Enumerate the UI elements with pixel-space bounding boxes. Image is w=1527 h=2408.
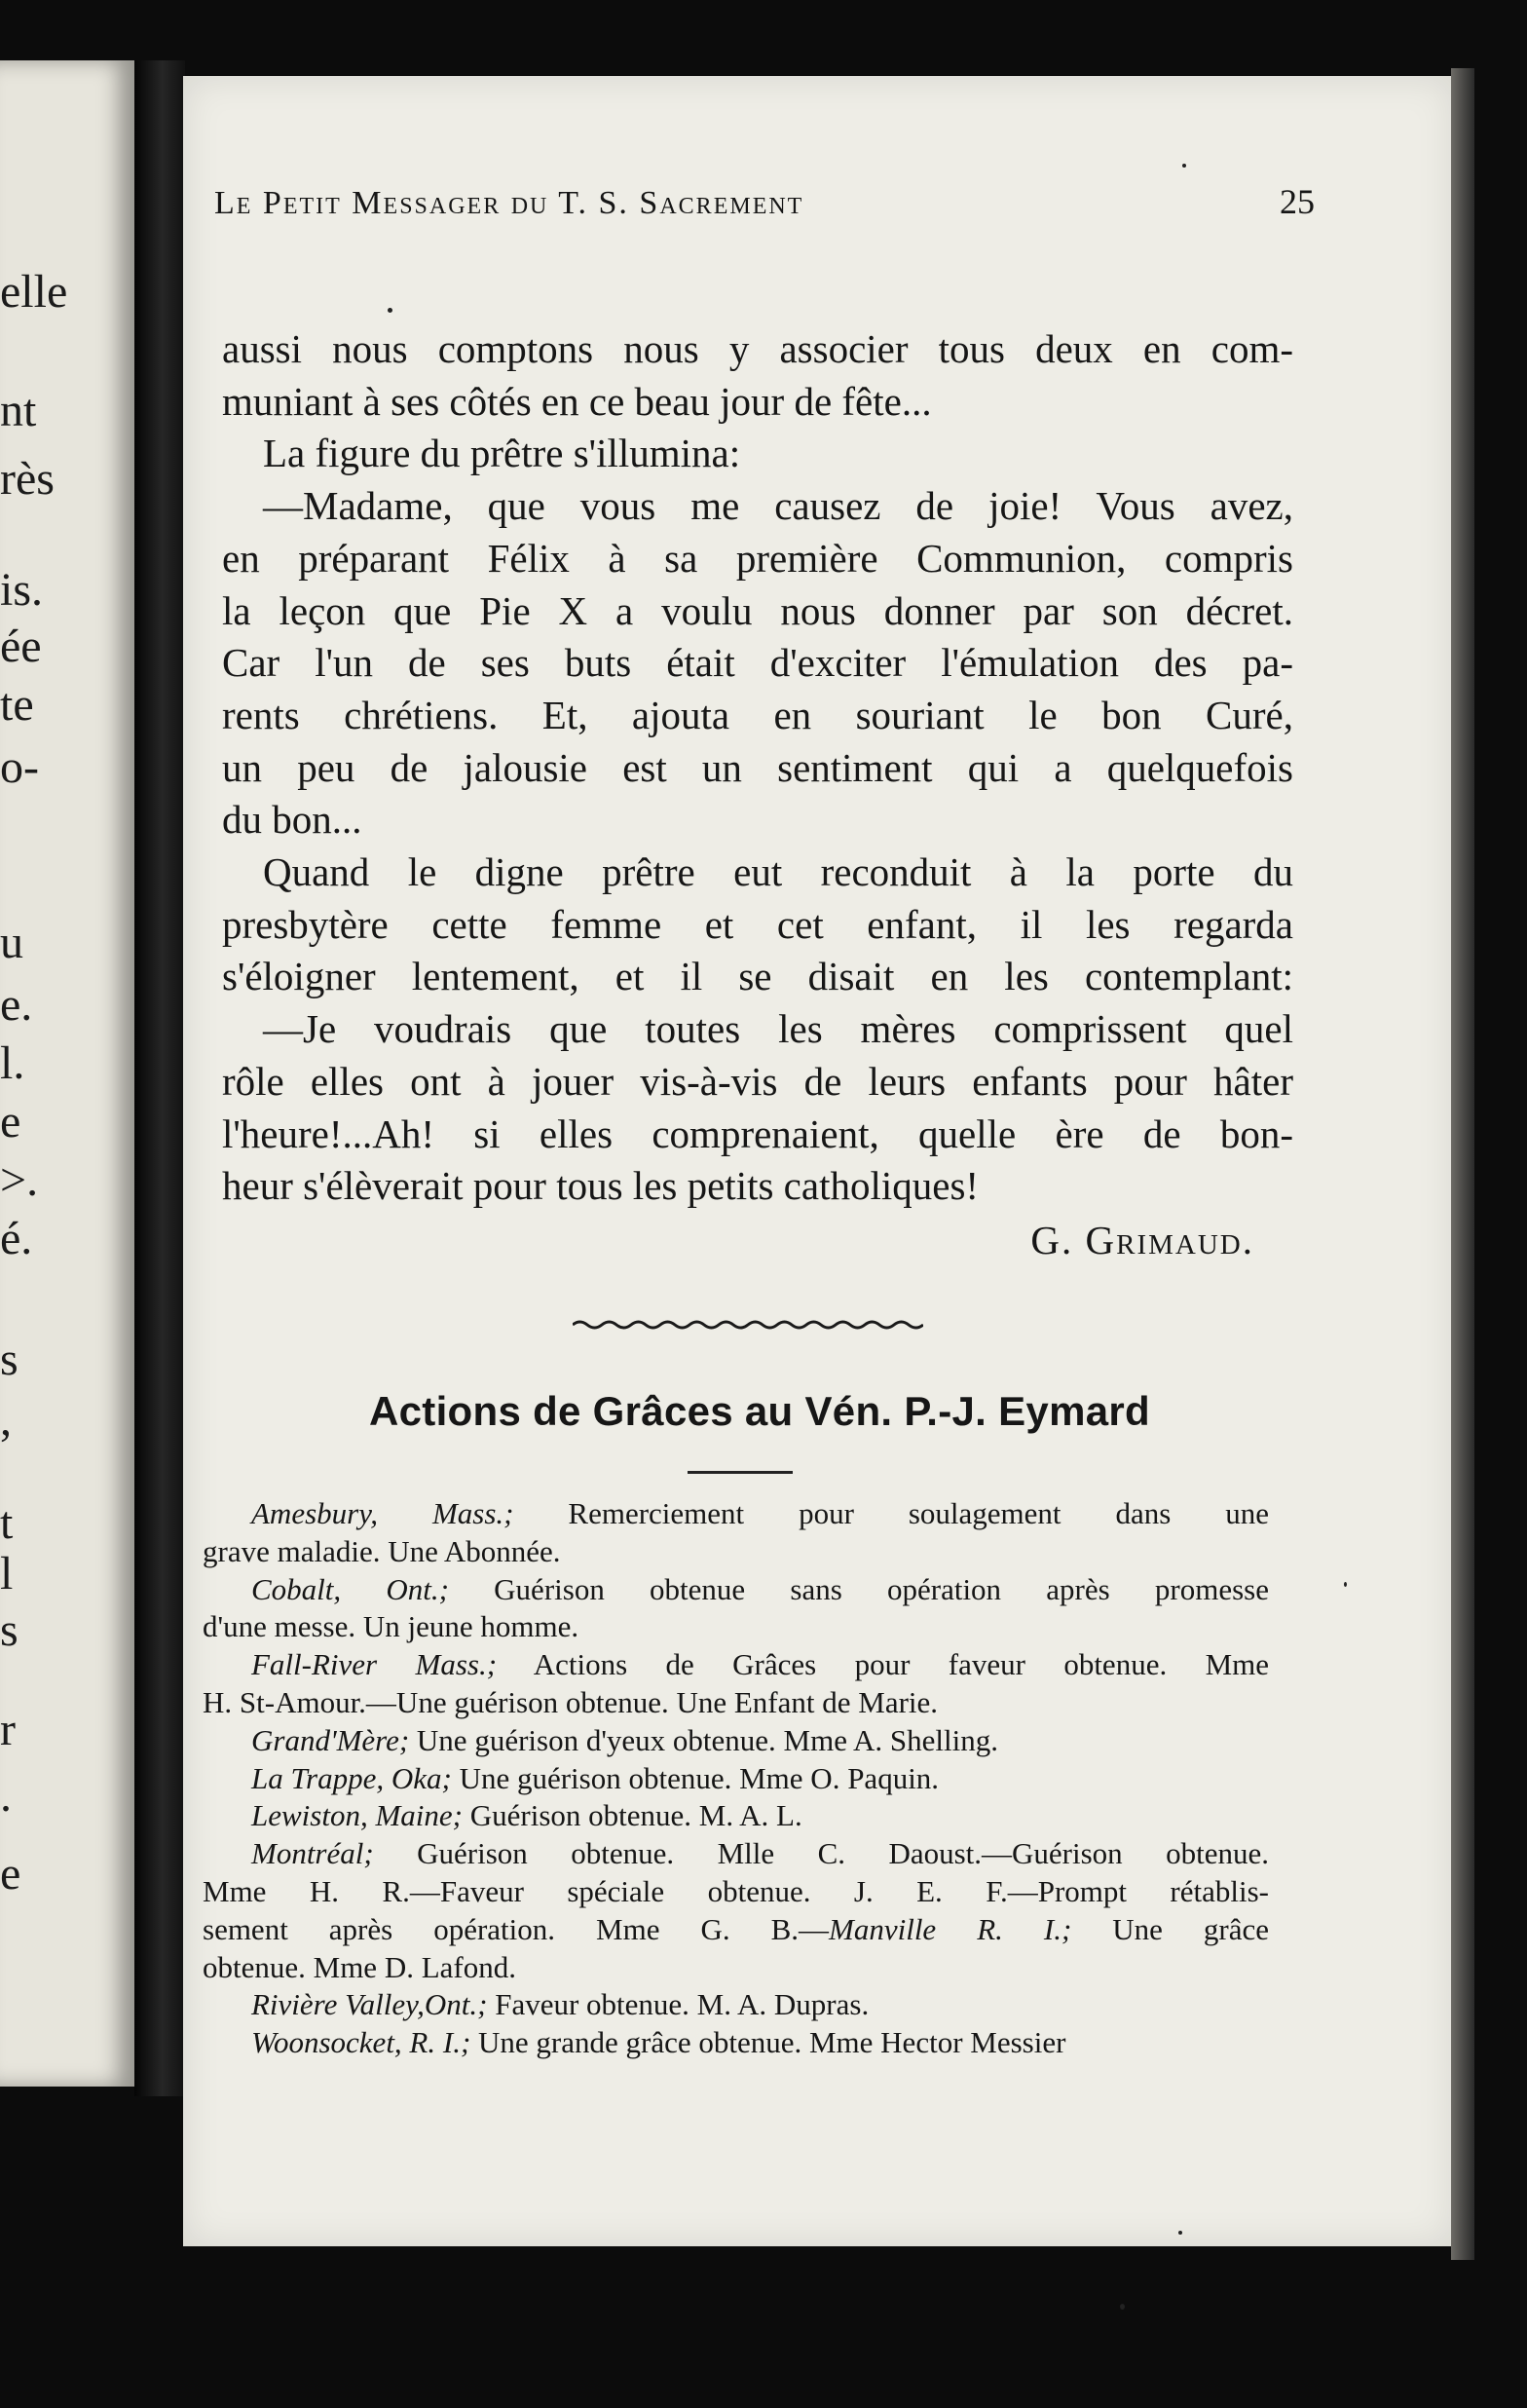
entry-text: H. St-Amour.—Une guérison obtenue. Une Enfant de Marie.: [203, 1684, 939, 1719]
left-page-fragment: é.: [0, 1213, 33, 1264]
entry-text: obtenue. Mme D. Lafond.: [203, 1949, 516, 1984]
entry-text: grave maladie. Une Abonnée.: [203, 1533, 561, 1568]
entry-line: [203, 1684, 1269, 1722]
entry-location: Fall-River Mass.;: [251, 1647, 498, 1682]
left-page-fragment: s: [0, 1334, 19, 1385]
text-line: La figure du prêtre s'illumina:: [263, 431, 741, 476]
entry-text: Une guérison d'yeux obtenue. Mme A. Shelling.: [409, 1722, 999, 1757]
entry-text: Remerciement pour soulagement dans une: [513, 1496, 1269, 1530]
entry-line: [203, 1797, 1269, 1835]
text-line: presbytère cette femme et cet enfant, il les regarda: [222, 901, 1293, 947]
left-page-fragment: >.: [0, 1154, 39, 1206]
entry-text: Faveur obtenue. M. A. Dupras.: [487, 1987, 870, 2022]
left-page-fragment: ée: [0, 621, 42, 672]
thanksgiving-list: [203, 1495, 1269, 2062]
entry-text: Guérison obtenue sans opération après promesse: [448, 1571, 1269, 1606]
text-line: l'heure!...Ah! si elles comprenaient, quelle ère de bon-: [222, 1110, 1293, 1156]
left-page-fragment: l.: [0, 1037, 25, 1089]
left-page-fragment: o-: [0, 741, 39, 793]
text-line: —Madame, que vous me causez de joie! Vous avez,: [263, 483, 1293, 529]
text-line: rents chrétiens. Et, ajouta en souriant le bon Curé,: [222, 692, 1293, 737]
text-line: Quand le digne prêtre eut reconduit à la porte du: [263, 849, 1293, 895]
entry-line: [203, 1835, 1269, 1873]
text-line: la leçon que Pie X a voulu nous donner par son décret.: [222, 587, 1293, 633]
entry-text: Une grande grâce obtenue. Mme Hector Messier: [470, 2025, 1066, 2060]
entry-text: Une guérison obtenue. Mme O. Paquin.: [451, 1760, 940, 1795]
text-line: —Je voudrais que toutes les mères comprissent quel: [263, 1006, 1293, 1052]
left-page-fragment: te: [0, 679, 34, 731]
entry-location: Cobalt, Ont.;: [251, 1571, 449, 1606]
entry-text: d'une messe. Un jeune homme.: [203, 1609, 579, 1644]
entry-text: Guérison obtenue. M. A. L.: [463, 1798, 802, 1833]
short-divider: [688, 1471, 793, 1474]
text-line: aussi nous comptons nous y associer tous deux en com-: [222, 326, 1293, 371]
entry-line: [203, 1608, 1269, 1646]
left-page-fragment: e.: [0, 979, 33, 1031]
text-line: un peu de jalousie est un sentiment qui a quelquefois: [222, 744, 1293, 790]
entry-text: sement après opération. Mme G. B.—: [203, 1911, 830, 1946]
text-line: muniant à ses côtés en ce beau jour de fête...: [222, 378, 932, 424]
left-page-edge: [0, 60, 136, 2087]
text-line: heur s'élèverait pour tous les petits catholiques!: [222, 1163, 980, 1209]
text-line: rôle elles ont à jouer vis-à-vis de leurs enfants pour hâter: [222, 1058, 1293, 1104]
running-title: Le Petit Messager du T. S. Sacrement: [214, 185, 804, 221]
left-page-fragment: u: [0, 917, 23, 968]
left-page-fragment: e: [0, 1848, 21, 1900]
left-page-fragment: rès: [0, 453, 55, 505]
page-edge-shadow: [1451, 68, 1474, 2260]
text-line: Car l'un de ses buts était d'exciter l'émulation des pa-: [222, 640, 1293, 686]
left-page-fragment: ,: [0, 1394, 12, 1446]
entry-line: [203, 1760, 1269, 1798]
entry-line: [203, 1571, 1269, 1609]
left-page-fragment: e: [0, 1096, 21, 1148]
entry-location: Montréal;: [251, 1836, 374, 1871]
left-page-fragment: l: [0, 1548, 14, 1599]
left-page-fragment: is.: [0, 564, 44, 616]
entry-text: Mme H. R.—Faveur spéciale obtenue. J. E. F.—Prompt rétablis-: [203, 1873, 1269, 1908]
entry-location: Woonsocket, R. I.;: [251, 2025, 471, 2060]
running-header: [214, 181, 1315, 222]
article-body: [222, 323, 1293, 1267]
text-line: du bon...: [222, 797, 362, 843]
left-page-fragment: elle: [0, 266, 68, 318]
entry-line: [203, 1911, 1269, 1949]
text-line: s'éloigner lentement, et il se disait en les contemplant:: [222, 954, 1293, 999]
left-page-fragment: .: [0, 1770, 12, 1822]
entry-line: [203, 1646, 1269, 1684]
left-page-fragment: t: [0, 1497, 14, 1549]
book-gutter: [134, 60, 185, 2096]
entry-line: [203, 1986, 1269, 2024]
entry-line: [203, 1533, 1269, 1571]
entry-location: Manville R. I.;: [829, 1911, 1072, 1946]
entry-location: Rivière Valley,Ont.;: [251, 1987, 488, 2022]
author-signature: G. Grimaud.: [1030, 1217, 1254, 1262]
left-page-fragment: s: [0, 1604, 19, 1656]
entry-location: Amesbury, Mass.;: [251, 1496, 514, 1530]
entry-location: Lewiston, Maine;: [251, 1798, 463, 1833]
entry-line: [203, 1949, 1269, 1987]
text-line: en préparant Félix à sa première Communion, compris: [222, 535, 1293, 581]
section-title: Actions de Grâces au Vén. P.-J. Eymard: [369, 1388, 1150, 1434]
entry-line: [203, 2024, 1269, 2062]
wavy-divider: [573, 1315, 923, 1335]
page-number: 25: [1280, 182, 1315, 221]
entry-location: Grand'Mère;: [251, 1722, 410, 1757]
entry-text: Actions de Grâces pour faveur obtenue. Mme: [497, 1647, 1270, 1682]
entry-text: Une grâce: [1071, 1911, 1270, 1946]
entry-line: [203, 1495, 1269, 1533]
entry-line: [203, 1873, 1269, 1911]
entry-line: [203, 1722, 1269, 1760]
entry-text: Guérison obtenue. Mlle C. Daoust.—Guérison obtenue.: [373, 1836, 1269, 1871]
left-page-fragment: r: [0, 1704, 16, 1755]
left-page-fragment: nt: [0, 385, 37, 436]
entry-location: La Trappe, Oka;: [251, 1760, 452, 1795]
